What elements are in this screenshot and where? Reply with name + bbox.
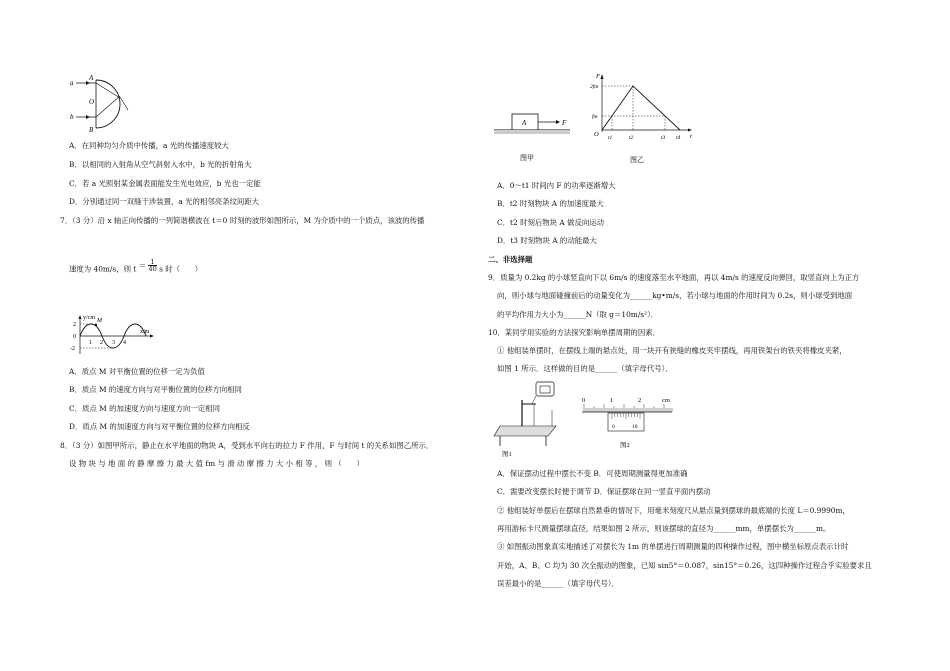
arrow-b [86, 115, 90, 119]
t-axis-arrow [688, 129, 692, 132]
q10-intro: 10．某同学用实验的方法探究影响单摆周期的因素． [488, 328, 661, 337]
ground-hatch [494, 130, 570, 134]
q10-options-cd: C．需要改变摆长时便于调节 D．保证摆球在同一竖直平面内摆动 [497, 487, 711, 496]
q7-xtick-3: 3 [112, 340, 115, 346]
q7-equals: ＝ [138, 260, 147, 270]
q7-frac-den: 40 [148, 265, 157, 273]
q8-xtick-t2: t2 [629, 135, 634, 141]
q7-option-c: C．质点 M 的加速度方向与速度方向一定相同 [69, 404, 220, 413]
q8-option-a: A．0～t1 时间内 F 的功率逐渐增大 [497, 181, 616, 190]
q8-fig-b-svg [586, 72, 696, 166]
q6-option-b: B．以相同的入射角从空气斜射入水中，b 光的折射角大 [69, 160, 252, 169]
q8-xtick-t1: t1 [608, 135, 613, 141]
table-top [494, 426, 556, 436]
q7-fraction [148, 259, 156, 272]
q10-p3-line1: ③ 如图振动图象真实地描述了对摆长为 1m 的单摆进行周期测量的四种操作过程，图中横坐标原点表示计时 [497, 542, 849, 551]
q6-option-c: C．若 a 光照射某金属表面能发生光电效应，b 光也一定能 [69, 179, 261, 188]
q7-ylabel: y/cm [83, 315, 95, 321]
q8-stem-line2: 设 物 块 与 地 面 的 静 摩 擦 力 最 大 值 fm 与 滑 动 摩 擦 力 大 小 相 等 ， 则 （ ） [69, 459, 364, 468]
q8-fig-a-svg [492, 106, 576, 166]
q10-p3-line3: 误差最小的是______（填字母代号）． [497, 579, 619, 588]
q10-p1-line1: ① 他组装单摆时，在摆线上端的悬点处，用一块开有狭缝的橡皮夹牢摆线，再用铁架台的铁夹将橡皮夹紧， [497, 346, 847, 355]
q7-option-a: A．质点 M 对平衡位置的位移一定为负值 [69, 367, 205, 376]
q6-ray-diagram-svg [68, 70, 148, 136]
q8-fig-b-caption: 图乙 [630, 156, 644, 164]
bubble-pointer [532, 396, 536, 404]
q8-option-d: D．t3 时刻物块 A 的动能最大 [497, 236, 597, 245]
q7-option-d: D．质点 M 的加速度方向与对平衡位置的位移方向相反 [69, 422, 250, 431]
label-B: B [89, 126, 94, 134]
q8-ytick-fm: fm [592, 114, 598, 120]
q7-stem-line2 [69, 258, 203, 276]
q10-p2-line1: ② 他组装好单摆后在摆球自然悬垂的情况下，用毫米刻度尺从悬点量到摆球的最底端的长度 L＝0.9990m， [497, 506, 850, 515]
vernier-label-10: 10 [632, 424, 638, 430]
q7-stem2-post: s 时（ ） [159, 264, 203, 274]
refracted-ray-b [96, 96, 120, 117]
f-axis-arrow [601, 74, 604, 79]
q8-xtick-t3: t3 [661, 135, 666, 141]
point-m [95, 324, 97, 326]
q8-stem-line1: 8．（3 分）如图甲所示，静止在水平地面的物块 A，受到水平向右的拉力 F 作用，F 与时间 t 的关系如图乙所示． [60, 441, 434, 450]
q8-option-c: C．t2 时刻后物块 A 做反向运动 [497, 218, 605, 227]
q9-line1: 9．质量为 0.2kg 的小球竖直向下以 6m/s 的速度落至水平地面，再以 4m/s 的速度反向弹回，取竖直向上为正方 [488, 273, 860, 282]
label-a: a [70, 79, 74, 87]
q10-fig1-svg [492, 380, 562, 460]
exit-ray [120, 97, 128, 110]
q8-xtick-t4: t4 [676, 135, 681, 141]
label-O: O [89, 98, 95, 106]
q8-option-b: B．t2 时刻物块 A 的加速度最大 [497, 199, 604, 208]
q10-figure-2 [578, 392, 674, 452]
q7-xlabel: x/m [140, 329, 150, 335]
main-scale [582, 404, 672, 412]
q10-p2-line2: 再用游标卡尺测量摆球直径，结果如图 2 所示，则该摆球的直径为______mm，单摆摆长为______m。 [497, 524, 831, 533]
scale-label-0: 0 [582, 397, 586, 404]
q8-origin: O [594, 131, 599, 138]
q8-figure-b [586, 72, 696, 166]
q7-xtick-4: 4 [123, 340, 126, 346]
q7-wave-svg [66, 314, 156, 360]
scale-unit: cm [662, 397, 670, 404]
q10-fig2-caption: 图2 [620, 442, 630, 449]
label-A: A [89, 74, 94, 82]
q7-xtick-1: 1 [89, 340, 92, 346]
q8-force-label: F [562, 119, 567, 127]
q7-frac-num: 1 [148, 259, 156, 266]
semicircle-outline [96, 80, 120, 128]
scale-label-1: 1 [610, 397, 614, 404]
section-heading-nonchoice: 二、非选择题 [488, 255, 533, 264]
q10-p1-line2: 如图 1 所示．这样做的目的是______（填字母代号）． [497, 364, 673, 373]
q7-ytick-neg2: -2 [70, 346, 75, 352]
q10-options-ab: A．保证摆动过程中摆长不变 B．可使周期测量得更加准确 [497, 469, 688, 478]
q9-line3: 的平均作用力大小为______N（取 g＝10m/s²）． [497, 310, 659, 319]
q7-option-b: B．质点 M 的速度方向与对平衡位置的位移方向相同 [69, 385, 242, 394]
q7-ytick-2: 2 [73, 322, 76, 328]
q9-line2: 向，则小球与地面碰撞前后的动量变化为______kg•m/s，若小球与地面的作用时间为 0.2s，则小球受到地面 [497, 291, 853, 300]
q6-diagram [68, 70, 148, 136]
q6-option-a: A．在同种均匀介质中传播，a 光的传播速度较大 [69, 141, 229, 150]
main-scale-ticks [584, 404, 672, 412]
label-b: b [70, 113, 74, 121]
y-axis-arrow [79, 315, 82, 319]
q7-stem-line1: 7．（3 分）沿 x 轴正向传播的一列简谐横波在 t＝0 时刻的波形如图所示，M 为介质中的一个质点，该波的传播 [60, 216, 425, 225]
q8-t-label: t [690, 133, 692, 140]
q10-p3-line2: 开始，A、B、C 均为 30 次全振动的图象，已知 sin5°＝0.087，sin15°＝0.26，这四种操作过程合乎实验要求且 [497, 561, 872, 570]
force-arrow-head [556, 120, 560, 124]
q8-fig-a-caption: 图甲 [520, 154, 534, 162]
q10-fig2-svg [578, 392, 674, 452]
vernier-label-0: 0 [612, 424, 615, 430]
scale-label-2: 2 [638, 397, 642, 404]
q7-label-m: M [97, 318, 102, 324]
x-axis-arrow [150, 335, 154, 338]
q8-figure-a [492, 106, 576, 166]
q10-figure-1 [492, 380, 562, 460]
q8-f-label: F [596, 73, 600, 80]
q6-option-d: D．分别通过同一双缝干涉装置，a 光的相邻亮条纹间距大 [69, 197, 260, 206]
q7-stem2-pre: 速度为 40m/s，则 t [69, 264, 137, 274]
rubber-clamp-zoom [540, 386, 550, 393]
q10-fig1-caption: 图1 [502, 451, 512, 458]
q7-ytick-0: 0 [73, 334, 76, 340]
q8-block-label: A [522, 119, 527, 127]
q8-ytick-2fm: 2fm [590, 84, 599, 90]
q7-wave-graph [66, 314, 156, 360]
force-triangle [602, 86, 680, 130]
q7-xtick-2: 2 [100, 340, 103, 346]
